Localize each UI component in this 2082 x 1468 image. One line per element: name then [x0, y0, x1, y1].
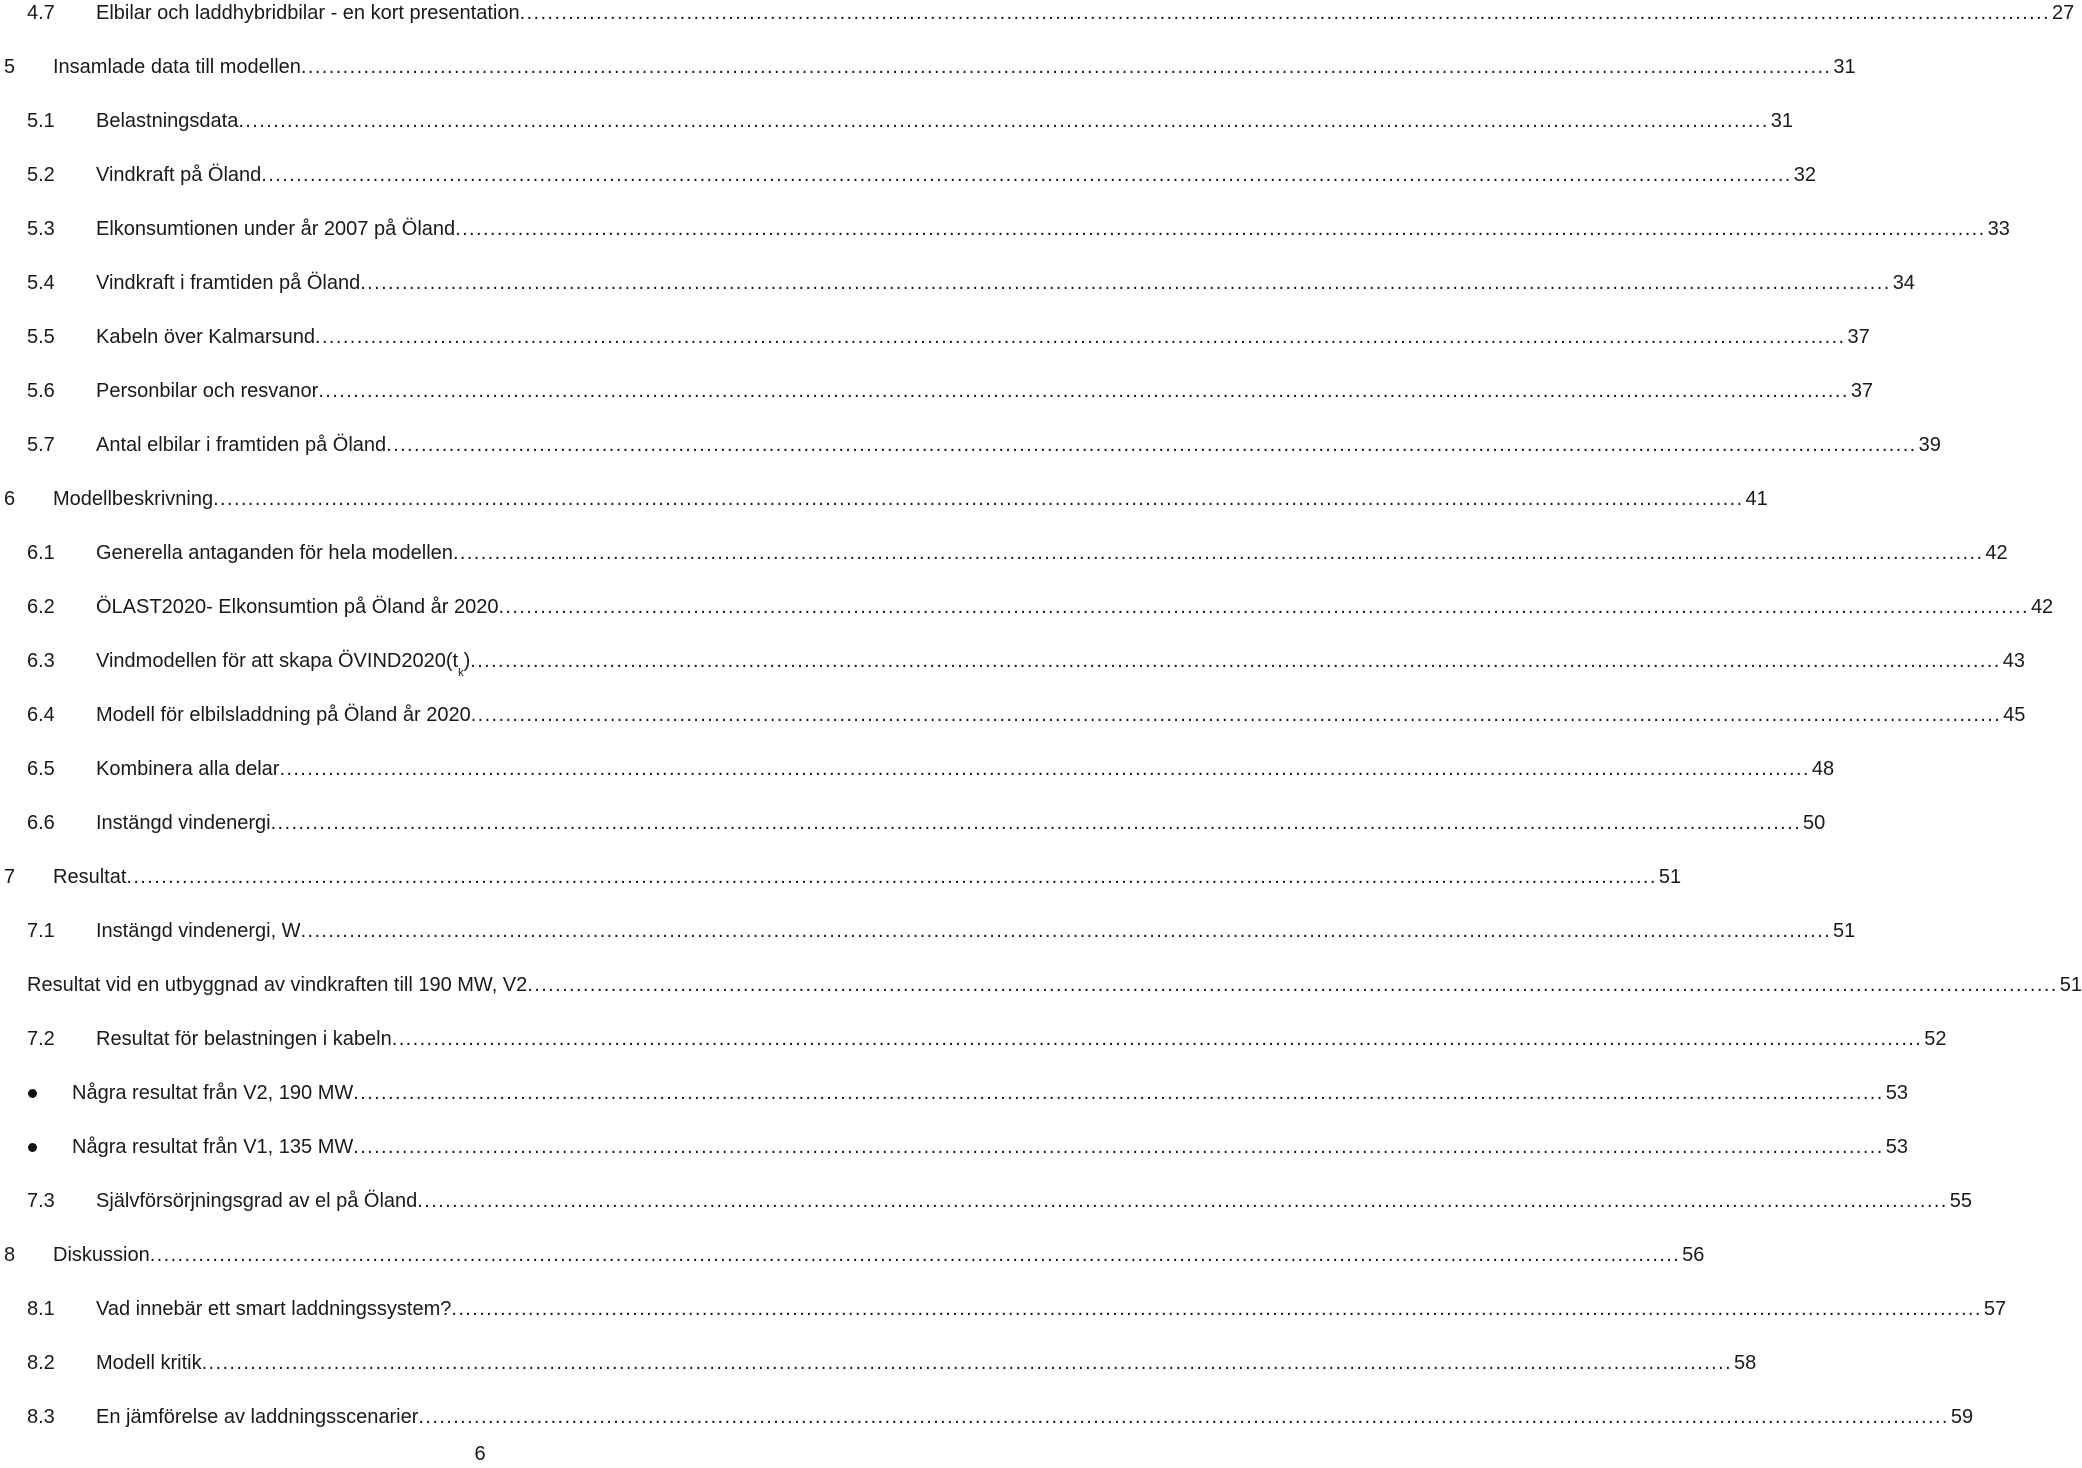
toc-entry-number: 5.3	[27, 218, 55, 240]
toc-entry[interactable]	[0, 859, 1682, 889]
toc-entry[interactable]	[0, 535, 2008, 565]
dot-leader: ............................................................................................................................................................................................................................	[300, 920, 1832, 942]
toc-entry-number: 6.4	[27, 704, 55, 726]
dot-leader: ............................................................................................................................................................................................................................	[418, 1406, 1949, 1428]
toc-entry[interactable]	[0, 697, 2026, 727]
toc-entry[interactable]	[0, 103, 1794, 133]
toc-entry-number: 5.6	[27, 380, 55, 402]
toc-entry[interactable]	[0, 913, 1856, 943]
dot-leader: ............................................................................................................................................................................................................................	[386, 434, 1917, 456]
toc-entry-number: 8.2	[27, 1352, 55, 1374]
bullet-icon	[28, 1143, 37, 1152]
dot-leader: ............................................................................................................................................................................................................................	[279, 758, 1810, 780]
toc-entry-title: Kabeln över Kalmarsund	[96, 326, 316, 348]
toc-entry-page: 51	[2059, 974, 2082, 996]
toc-entry-title: En jämförelse av laddningsscenarier	[96, 1406, 419, 1428]
toc-entry-number: 5.4	[27, 272, 55, 294]
toc-entry[interactable]	[0, 319, 1870, 349]
toc-entry[interactable]	[0, 481, 1768, 511]
toc-entry[interactable]	[0, 1345, 1757, 1375]
toc-entry[interactable]: 6.3 Vindmodellen för att skapa ÖVIND2020(t k ) ............................................................................................................................................................................................................................ 43	[27, 650, 2025, 679]
toc-entry-page: 53	[1885, 1082, 1908, 1104]
toc-entry-title: Självförsörjningsgrad av el på Öland	[96, 1190, 418, 1212]
toc-entry-page: 32	[1793, 164, 1817, 186]
toc-entry-number: 6.1	[27, 542, 55, 564]
toc-entry-title: Vindmodellen för att skapa ÖVIND2020(t	[96, 650, 459, 672]
toc-entry-title: Resultat för belastningen i kabeln	[96, 1028, 392, 1050]
toc-entry[interactable]	[0, 805, 1826, 835]
toc-entry-page: 58	[1734, 1352, 1757, 1374]
toc-entry-number: 8.3	[27, 1406, 55, 1428]
toc-entry[interactable]	[0, 157, 1817, 187]
toc-entry-title: Kombinera alla delar	[96, 758, 280, 780]
toc-entry-title: Resultat vid en utbyggnad av vindkraften till 190 MW, V2	[27, 974, 528, 996]
dot-leader: ............................................................................................................................................................................................................................	[455, 218, 1986, 240]
dot-leader: ............................................................................................................................................................................................................................	[452, 542, 1984, 564]
toc-entry[interactable]	[0, 1129, 1908, 1159]
toc-entry-number: 8	[4, 1244, 16, 1266]
toc-entry-page: 52	[1924, 1028, 1947, 1050]
dot-leader: ............................................................................................................................................................................................................................	[126, 866, 1657, 888]
toc-entry-number: 7.3	[27, 1190, 55, 1212]
toc-entry-title: Modellbeskrivning	[53, 488, 214, 510]
toc-entry-page: 39	[1918, 434, 1941, 456]
toc-entry[interactable]	[0, 373, 1874, 403]
toc-entry-page: 34	[1892, 272, 1915, 294]
toc-entry-number: 6.5	[27, 758, 55, 780]
dot-leader: ............................................................................................................................................................................................................................	[270, 812, 1802, 834]
toc-entry-page: 43	[2002, 650, 2025, 672]
toc-entry[interactable]	[0, 967, 2082, 997]
toc-entry-title: Elkonsumtionen under år 2007 på Öland	[96, 218, 456, 240]
toc-entry-page: 55	[1949, 1190, 1973, 1212]
dot-leader: ............................................................................................................................................................................................................................	[318, 380, 1849, 402]
toc-entry-page: 42	[1985, 542, 2008, 564]
toc-entry-number: 6	[4, 488, 16, 510]
dot-leader: ............................................................................................................................................................................................................................	[470, 650, 2001, 672]
toc-entry-title: Vad innebär ett smart laddningssystem?	[96, 1298, 452, 1320]
toc-entry[interactable]	[0, 427, 1941, 457]
toc-entry-number: 7.1	[27, 920, 55, 942]
dot-leader: ............................................................................................................................................................................................................................	[353, 1082, 1884, 1104]
toc-entry-title: Modell kritik	[96, 1352, 202, 1374]
toc-entry[interactable]	[0, 751, 1835, 781]
toc-entry[interactable]	[0, 265, 1915, 295]
dot-leader: ............................................................................................................................................................................................................................	[360, 272, 1891, 294]
toc-entry-title-suffix: )	[463, 650, 471, 672]
dot-leader: ............................................................................................................................................................................................................................	[261, 164, 1792, 186]
toc-entry-number: 7	[4, 866, 16, 888]
toc-entry[interactable]	[0, 0, 2075, 25]
toc-entry-page: 56	[1682, 1244, 1705, 1266]
bullet-icon	[28, 1089, 37, 1098]
toc-entry-number: 6.2	[27, 596, 55, 618]
toc-entry[interactable]	[0, 1021, 1947, 1051]
toc-entry[interactable]	[0, 49, 1856, 79]
page-number: 6	[474, 1443, 486, 1465]
dot-leader: ............................................................................................................................................................................................................................	[149, 1244, 1681, 1266]
toc-entry-number: 6.6	[27, 812, 55, 834]
toc-entry-title: Diskussion	[53, 1244, 150, 1266]
toc-entry-title: Vindkraft på Öland	[96, 164, 262, 186]
dot-leader: ............................................................................................................................................................................................................................	[527, 974, 2058, 996]
toc-entry-title: Vindkraft i framtiden på Öland	[96, 272, 361, 294]
dot-leader: ............................................................................................................................................................................................................................	[417, 1190, 1948, 1212]
toc-entry-page: 41	[1745, 488, 1768, 510]
toc-entry-title: Några resultat från V1, 135 MW	[72, 1136, 354, 1158]
dot-leader: ............................................................................................................................................................................................................................	[315, 326, 1846, 348]
toc-entry-page: 27	[2052, 2, 2075, 24]
toc-entry-title: Personbilar och resvanor	[96, 380, 319, 402]
dot-leader: ............................................................................................................................................................................................................................	[498, 596, 2029, 618]
toc-entry[interactable]	[0, 1183, 1973, 1213]
toc-entry-number: 7.2	[27, 1028, 55, 1050]
toc-entry-page: 37	[1847, 326, 1870, 348]
toc-entry-title: Instängd vindenergi	[96, 812, 271, 834]
toc-entry-title: Belastningsdata	[96, 110, 239, 132]
toc-entry-number: 5.2	[27, 164, 55, 186]
toc-entry-number: 5.5	[27, 326, 55, 348]
toc-entry-title: Resultat	[53, 866, 127, 888]
dot-leader: ............................................................................................................................................................................................................................	[353, 1136, 1884, 1158]
toc-entry-page: 59	[1950, 1406, 1974, 1428]
toc-entry-page: 33	[1987, 218, 2010, 240]
toc-entry-page: 48	[1811, 758, 1835, 780]
toc-entry-title: Antal elbilar i framtiden på Öland	[96, 434, 387, 456]
dot-leader: ............................................................................................................................................................................................................................	[519, 2, 2051, 24]
toc-entry[interactable]	[0, 211, 2010, 241]
toc-entry-page: 31	[1770, 110, 1794, 132]
toc-entry-page: 53	[1885, 1136, 1908, 1158]
toc-entry-number: 8.1	[27, 1298, 55, 1320]
toc-entry-page: 42	[2030, 596, 2054, 618]
toc-entry[interactable]	[0, 1399, 1974, 1429]
dot-leader: ............................................................................................................................................................................................................................	[470, 704, 2002, 726]
toc-entry-number: 5.7	[27, 434, 55, 456]
dot-leader: ............................................................................................................................................................................................................................	[300, 56, 1832, 78]
toc-entry[interactable]	[0, 589, 2054, 619]
dot-leader: ............................................................................................................................................................................................................................	[201, 1352, 1733, 1374]
dot-leader: ............................................................................................................................................................................................................................	[213, 488, 1744, 510]
toc-entry-title: Instängd vindenergi, W	[96, 920, 301, 942]
toc-entry[interactable]	[0, 1237, 1705, 1267]
toc-entry-number: 5	[4, 56, 16, 78]
toc-entry-page: 45	[2003, 704, 2026, 726]
dot-leader: ............................................................................................................................................................................................................................	[391, 1028, 1923, 1050]
toc-entry-page: 51	[1658, 866, 1682, 888]
toc-entry-page: 57	[1983, 1298, 2007, 1320]
toc-entry-page: 31	[1833, 56, 1856, 78]
toc-entry-title: Elbilar och laddhybridbilar - en kort presentation	[96, 2, 520, 24]
toc-entry-title: ÖLAST2020- Elkonsumtion på Öland år 2020	[96, 596, 499, 618]
toc-entry-title: Generella antaganden för hela modellen	[96, 542, 453, 564]
dot-leader: ............................................................................................................................................................................................................................	[238, 110, 1769, 132]
toc-entry[interactable]	[0, 1075, 1908, 1105]
toc-entry-title: Modell för elbilsladdning på Öland år 2020	[96, 704, 471, 726]
toc-entry-number: 5.1	[27, 110, 55, 132]
toc-entry-title: Några resultat från V2, 190 MW	[72, 1082, 354, 1104]
dot-leader: ............................................................................................................................................................................................................................	[451, 1298, 1982, 1320]
toc-entry-page: 51	[1833, 920, 1856, 942]
toc-entry-number: 6.3	[27, 650, 55, 672]
toc-entry-page: 50	[1803, 812, 1826, 834]
toc-entry[interactable]	[0, 1291, 2007, 1321]
toc-entry-page: 37	[1850, 380, 1874, 402]
toc-entry-title: Insamlade data till modellen	[53, 56, 301, 78]
toc-entry-number: 4.7	[27, 2, 55, 24]
